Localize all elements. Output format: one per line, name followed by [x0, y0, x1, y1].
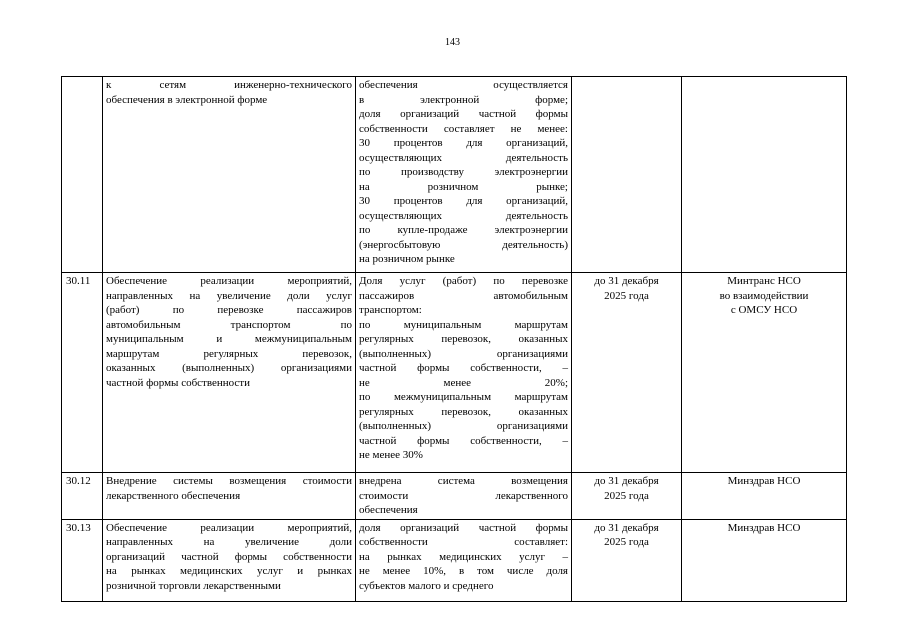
cell-line: автомобильным транспортом по — [106, 318, 352, 331]
responsible-cell — [682, 473, 847, 520]
cell-line: доля организаций частной формы — [359, 108, 568, 120]
cell-line: до 31 декабря — [594, 521, 659, 534]
cell-line: 2025 года — [604, 489, 649, 502]
cell-line: Доля услуг (работ) по перевозке — [359, 275, 568, 287]
table-row — [62, 273, 847, 473]
page-number: 143 — [445, 37, 460, 48]
table-row — [62, 77, 847, 273]
cell-line: организаций частной формы собственности — [106, 550, 352, 563]
cell-line: Минтранс НСО — [727, 275, 801, 287]
cell-line: на розничном рынке — [359, 253, 455, 265]
measures-table — [61, 76, 847, 602]
event-cell — [103, 519, 356, 601]
cell-line: частной формы собственности, – — [359, 434, 568, 447]
cell-line: собственности составляет: — [359, 536, 568, 548]
row-number: 30.12 — [66, 475, 91, 487]
event-cell — [103, 77, 356, 273]
cell-line: 2025 года — [604, 536, 649, 548]
cell-line: обеспечения в электронной форме — [106, 93, 268, 106]
cell-line: до 31 декабря — [594, 275, 659, 287]
row-number-cell — [62, 77, 103, 273]
indicator-cell — [356, 473, 572, 520]
cell-line: транспортом: — [359, 304, 422, 316]
cell-line: (выполненных) организациями — [359, 420, 568, 432]
cell-line: стоимости лекарственного — [359, 489, 568, 502]
cell-line: по межмуниципальным маршрутам — [359, 391, 568, 403]
cell-line: маршрутам регулярных перевозок, — [106, 347, 352, 360]
cell-line: обеспечения — [359, 504, 418, 516]
row-number-cell — [62, 519, 103, 601]
cell-line: с ОМСУ НСО — [730, 304, 798, 316]
cell-line: к сетям инженерно-технического — [106, 79, 352, 91]
cell-line: не менее 30% — [359, 449, 423, 461]
cell-line: субъектов малого и среднего — [359, 579, 494, 592]
row-number: 30.13 — [66, 521, 91, 534]
responsible-cell — [682, 273, 847, 473]
cell-line: частной формы собственности, – — [359, 362, 568, 374]
cell-line: доля организаций частной формы — [359, 521, 568, 534]
deadline-cell — [572, 519, 682, 601]
cell-line: по купле-продаже электроэнергии — [359, 224, 568, 236]
cell-line: по производству электроэнергии — [359, 166, 568, 178]
cell-line: осуществляющих деятельность — [359, 209, 568, 222]
cell-line: осуществляющих деятельность — [359, 151, 568, 164]
table-row — [62, 519, 847, 601]
cell-line: пассажиров автомобильным — [359, 289, 568, 302]
cell-line: на розничном рынке; — [359, 180, 568, 193]
cell-line: муниципальным и межмуниципальным — [106, 333, 352, 345]
cell-line: регулярных перевозок, оказанных — [359, 405, 568, 418]
cell-line: Минздрав НСО — [727, 475, 801, 487]
indicator-cell — [356, 273, 572, 473]
indicator-cell — [356, 519, 572, 601]
cell-line: Обеспечение реализации мероприятий, — [106, 521, 352, 534]
cell-line: Внедрение системы возмещения стоимости — [106, 475, 352, 487]
cell-line: Обеспечение реализации мероприятий, — [106, 275, 352, 287]
table-row — [62, 473, 847, 520]
cell-line: 30 процентов для организаций, — [359, 195, 568, 207]
cell-line: не менее 20%; — [359, 376, 568, 389]
row-number: 30.11 — [66, 275, 91, 287]
cell-line: регулярных перевозок, оказанных — [359, 333, 568, 345]
cell-line: частной формы собственности — [106, 376, 250, 389]
cell-line: во взаимодействии — [719, 289, 809, 302]
cell-line: 30 процентов для организаций, — [359, 137, 568, 149]
cell-line: Минздрав НСО — [727, 521, 801, 534]
cell-line: (выполненных) организациями — [359, 347, 568, 360]
cell-line: направленных на увеличение доли услуг — [106, 289, 352, 302]
cell-line: оказанных (выполненных) организациями — [106, 362, 352, 374]
cell-line: обеспечения осуществляется — [359, 79, 568, 91]
event-cell — [103, 473, 356, 520]
cell-line: направленных на увеличение доли — [106, 536, 352, 548]
deadline-cell — [572, 273, 682, 473]
table-body — [62, 77, 847, 602]
cell-line: (работ) по перевозке пассажиров — [106, 304, 352, 316]
event-cell — [103, 273, 356, 473]
row-number-cell — [62, 273, 103, 473]
indicator-cell — [356, 77, 572, 273]
deadline-cell — [572, 77, 682, 273]
responsible-cell — [682, 519, 847, 601]
cell-line: на рынках медицинских услуг – — [359, 550, 568, 563]
cell-line: 2025 года — [604, 289, 649, 302]
cell-line: лекарственного обеспечения — [106, 489, 241, 502]
cell-line: не менее 10%, в том числе доля — [359, 565, 568, 577]
deadline-cell — [572, 473, 682, 520]
cell-line: собственности составляет не менее: — [359, 122, 568, 135]
cell-line: до 31 декабря — [594, 475, 659, 487]
responsible-cell — [682, 77, 847, 273]
cell-line: на рынках медицинских услуг и рынках — [106, 565, 352, 577]
cell-line: розничной торговли лекарственными — [106, 579, 281, 592]
cell-line: в электронной форме; — [359, 93, 568, 106]
row-number-cell — [62, 473, 103, 520]
cell-line: (энергосбытовую деятельность) — [359, 238, 568, 251]
cell-line: по муниципальным маршрутам — [359, 318, 568, 331]
cell-line: внедрена система возмещения — [359, 475, 568, 487]
